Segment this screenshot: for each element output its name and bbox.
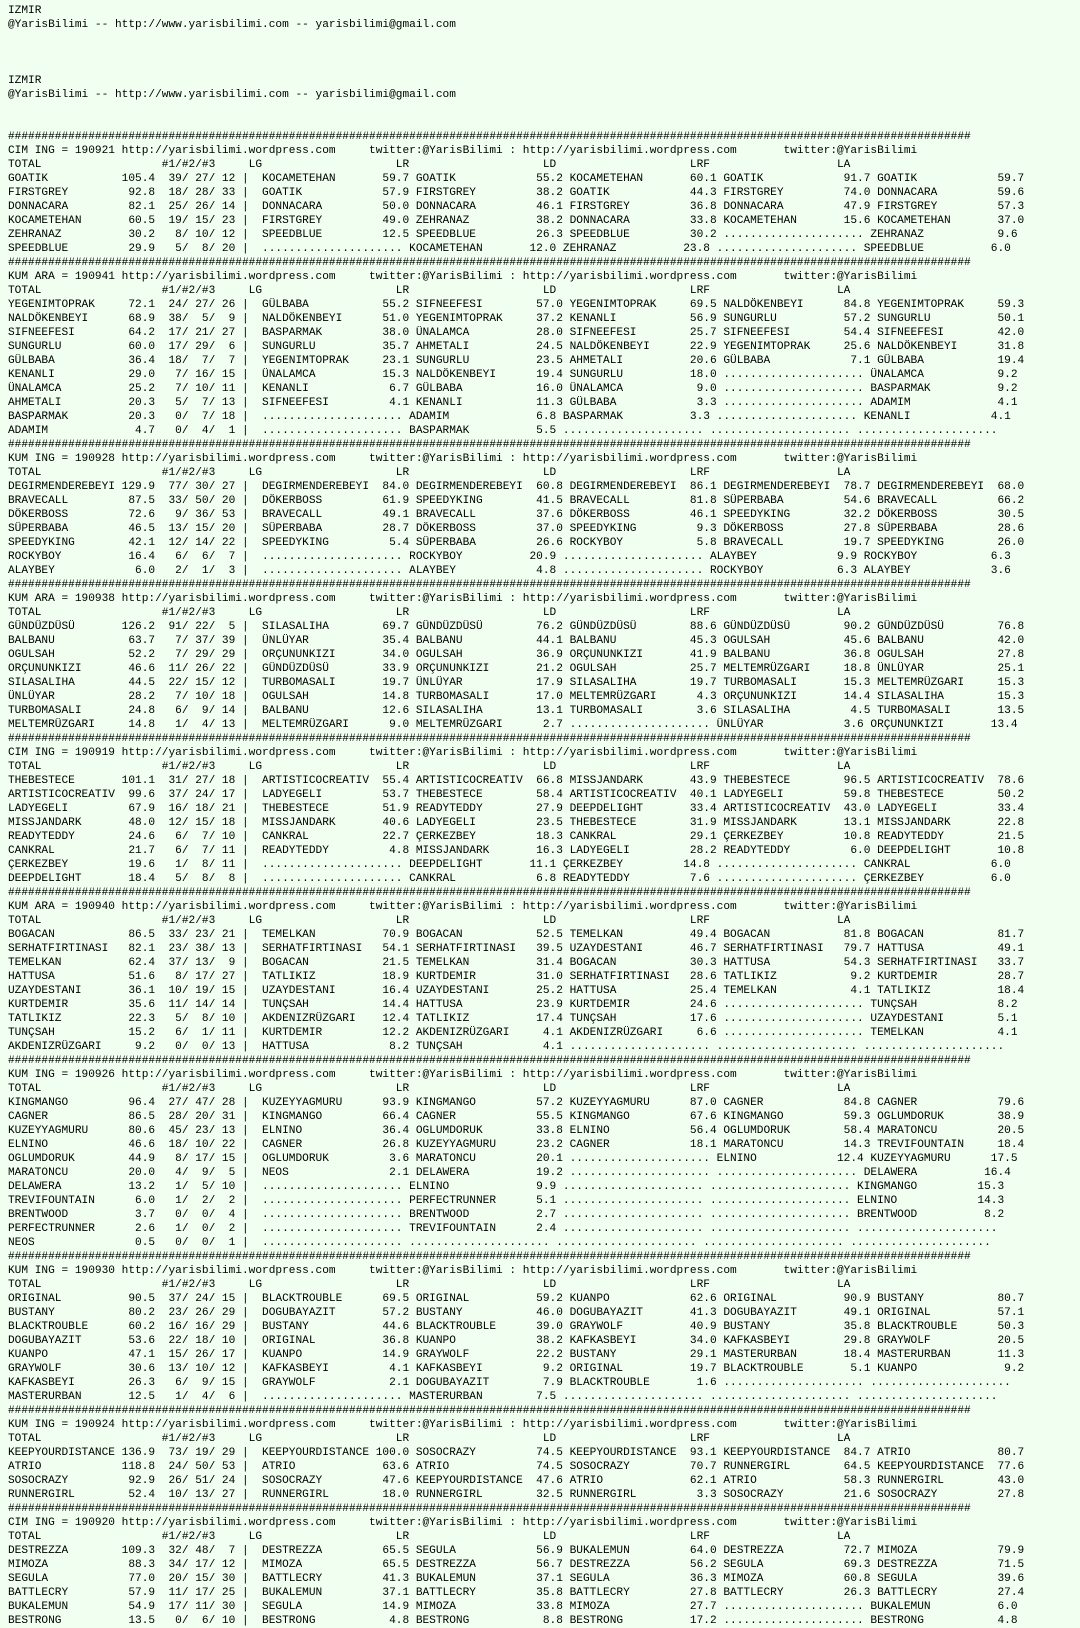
- blank-line: [8, 116, 1080, 130]
- race-header-line: KUM ING = 190926 http://yarisbilimi.wordpress.com twitter:@YarisBilimi : http://yarisbilimi.wordpress.com twitter:@YarisBilimi: [8, 1069, 918, 1081]
- column-header-line: TOTAL #1/#2/#3 LG LR LD LRF LA: [8, 1279, 851, 1291]
- horse-row: LADYEGELI 67.9 16/ 18/ 21 | THEBESTECE 51.9 READYTEDDY 27.9 DEEPDELIGHT 33.4 ARTISTICOCREATIV 43.0 LADYEGELI 33.4: [8, 803, 1025, 815]
- horse-row: BRAVECALL 87.5 33/ 50/ 20 | DÖKERBOSS 61.9 SPEEDYKING 41.5 BRAVECALL 81.8 SÜPERBABA 54.6 BRAVECALL 66.2: [8, 495, 1025, 507]
- city-title: IZMIR: [8, 75, 42, 87]
- separator-line: ################################################################################################################################################: [8, 1251, 971, 1263]
- horse-row: ADAMIM 4.7 0/ 4/ 1 | ..................... BASPARMAK 5.5 ..................... ..................... .....................: [8, 425, 998, 437]
- horse-row: NEOS 0.5 0/ 0/ 1 | ..................... ..................... ..................... ..................... .....................: [8, 1237, 991, 1249]
- horse-row: GÜNDÜZDÜSÜ 126.2 91/ 22/ 5 | SILASALIHA 69.7 GÜNDÜZDÜSÜ 76.2 GÜNDÜZDÜSÜ 88.6 GÜNDÜZDÜSÜ 90.2 GÜNDÜZDÜSÜ 76.8: [8, 621, 1025, 633]
- horse-row: CANKRAL 21.7 6/ 7/ 11 | READYTEDDY 4.8 MISSJANDARK 16.3 LADYEGELI 28.2 READYTEDDY 6.0 DEEPDELIGHT 10.8: [8, 845, 1025, 857]
- contact-line: @YarisBilimi -- http://www.yarisbilimi.com -- yarisbilimi@gmail.com: [8, 89, 456, 101]
- horse-row: MARATONCU 20.0 4/ 9/ 5 | NEOS 2.1 DELAWERA 19.2 ..................... ..................... DELAWERA 16.4: [8, 1167, 1011, 1179]
- blank-line: [8, 46, 1080, 60]
- horse-row: ROCKYBOY 16.4 6/ 6/ 7 | ..................... ROCKYBOY 20.9 ..................... ALAYBEY 9.9 ROCKYBOY 6.3: [8, 551, 1011, 563]
- race-header-line: CIM ING = 190920 http://yarisbilimi.wordpress.com twitter:@YarisBilimi : http://yarisbilimi.wordpress.com twitter:@YarisBilimi: [8, 1517, 918, 1529]
- race-header-line: KUM ING = 190924 http://yarisbilimi.wordpress.com twitter:@YarisBilimi : http://yarisbilimi.wordpress.com twitter:@YarisBilimi: [8, 1419, 918, 1431]
- horse-row: READYTEDDY 24.6 6/ 7/ 10 | CANKRAL 22.7 ÇERKEZBEY 18.3 CANKRAL 29.1 ÇERKEZBEY 10.8 READYTEDDY 21.5: [8, 831, 1025, 843]
- horse-row: BUKALEMUN 54.9 17/ 11/ 30 | SEGULA 14.9 MIMOZA 33.8 MIMOZA 27.7 ..................... BUKALEMUN 6.0: [8, 1601, 1018, 1613]
- column-header-line: TOTAL #1/#2/#3 LG LR LD LRF LA: [8, 1531, 851, 1543]
- horse-row: BUSTANY 80.2 23/ 26/ 29 | DOGUBAYAZIT 57.2 BUSTANY 46.0 DOGUBAYAZIT 41.3 DOGUBAYAZIT 49.1 ORIGINAL 57.1: [8, 1307, 1025, 1319]
- horse-row: SILASALIHA 44.5 22/ 15/ 12 | TURBOMASALI 19.7 ÜNLÜYAR 17.9 SILASALIHA 19.7 TURBOMASALI 15.3 MELTEMRÜZGARI 15.3: [8, 677, 1025, 689]
- blank-line: [8, 32, 1080, 46]
- separator-line: ################################################################################################################################################: [8, 439, 971, 451]
- horse-row: KUZEYYAGMURU 80.6 45/ 23/ 13 | ELNINO 36.4 OGLUMDORUK 33.8 ELNINO 56.4 OGLUMDORUK 58.4 MARATONCU 20.5: [8, 1125, 1025, 1137]
- blank-line: [8, 60, 1080, 74]
- horse-row: ÜNALAMCA 25.2 7/ 10/ 11 | KENANLI 6.7 GÜLBABA 16.0 ÜNALAMCA 9.0 ..................... BASPARMAK 9.2: [8, 383, 1018, 395]
- horse-row: AKDENIZRÜZGARI 9.2 0/ 0/ 13 | HATTUSA 8.2 TUNÇSAH 4.1 ..................... ..................... .....................: [8, 1041, 1005, 1053]
- horse-row: THEBESTECE 101.1 31/ 27/ 18 | ARTISTICOCREATIV 55.4 ARTISTICOCREATIV 66.8 MISSJANDARK 43.9 THEBESTECE 96.5 ARTISTICOCREATIV 78.6: [8, 775, 1025, 787]
- horse-row: SUNGURLU 60.0 17/ 29/ 6 | SUNGURLU 35.7 AHMETALI 24.5 NALDÖKENBEYI 22.9 YEGENIMTOPRAK 25.6 NALDÖKENBEYI 31.8: [8, 341, 1025, 353]
- horse-row: SOSOCRAZY 92.9 26/ 51/ 24 | SOSOCRAZY 47.6 KEEPYOURDISTANCE 47.6 ATRIO 62.1 ATRIO 58.3 RUNNERGIRL 43.0: [8, 1475, 1025, 1487]
- horse-row: GÜLBABA 36.4 18/ 7/ 7 | YEGENIMTOPRAK 23.1 SUNGURLU 23.5 AHMETALI 20.6 GÜLBABA 7.1 GÜLBABA 19.4: [8, 355, 1025, 367]
- race-header-line: KUM ING = 190930 http://yarisbilimi.wordpress.com twitter:@YarisBilimi : http://yarisbilimi.wordpress.com twitter:@YarisBilimi: [8, 1265, 918, 1277]
- horse-row: BESTRONG 13.5 0/ 6/ 10 | BESTRONG 4.8 BESTRONG 8.8 BESTRONG 17.2 ..................... BESTRONG 4.8: [8, 1615, 1018, 1627]
- horse-row: KURTDEMIR 35.6 11/ 14/ 14 | TUNÇSAH 14.4 HATTUSA 23.9 KURTDEMIR 24.6 ..................... TUNÇSAH 8.2: [8, 999, 1018, 1011]
- horse-row: GOATIK 105.4 39/ 27/ 12 | KOCAMETEHAN 59.7 GOATIK 55.2 KOCAMETEHAN 60.1 GOATIK 91.7 GOATIK 59.7: [8, 173, 1025, 185]
- column-header-line: TOTAL #1/#2/#3 LG LR LD LRF LA: [8, 607, 851, 619]
- horse-row: DELAWERA 13.2 1/ 5/ 10 | ..................... ELNINO 9.9 ..................... ..................... KINGMANGO 15.3: [8, 1181, 1005, 1193]
- horse-row: SPEEDYKING 42.1 12/ 14/ 22 | SPEEDYKING 5.4 SÜPERBABA 26.6 ROCKYBOY 5.8 BRAVECALL 19.7 SPEEDYKING 26.0: [8, 537, 1025, 549]
- horse-row: KEEPYOURDISTANCE 136.9 73/ 19/ 29 | KEEPYOURDISTANCE 100.0 SOSOCRAZY 74.5 KEEPYOURDISTANCE 93.1 KEEPYOURDISTANCE 84.7 ATRIO 80.7: [8, 1447, 1025, 1459]
- horse-row: TUNÇSAH 15.2 6/ 1/ 11 | KURTDEMIR 12.2 AKDENIZRÜZGARI 4.1 AKDENIZRÜZGARI 6.6 ..................... TEMELKAN 4.1: [8, 1027, 1018, 1039]
- horse-row: MELTEMRÜZGARI 14.8 1/ 4/ 13 | MELTEMRÜZGARI 9.0 MELTEMRÜZGARI 2.7 ..................... ÜNLÜYAR 3.6 ORÇUNUNKIZI 13.4: [8, 719, 1018, 731]
- horse-row: NALDÖKENBEYI 68.9 38/ 5/ 9 | NALDÖKENBEYI 51.0 YEGENIMTOPRAK 37.2 KENANLI 56.9 SUNGURLU 57.2 SUNGURLU 50.1: [8, 313, 1025, 325]
- horse-row: TATLIKIZ 22.3 5/ 8/ 10 | AKDENIZRÜZGARI 12.4 TATLIKIZ 17.4 TUNÇSAH 17.6 ..................... UZAYDESTANI 5.1: [8, 1013, 1018, 1025]
- horse-row: DÖKERBOSS 72.6 9/ 36/ 53 | BRAVECALL 49.1 BRAVECALL 37.6 DÖKERBOSS 46.1 SPEEDYKING 32.2 DÖKERBOSS 30.5: [8, 509, 1025, 521]
- separator-line: ################################################################################################################################################: [8, 887, 971, 899]
- horse-row: KOCAMETEHAN 60.5 19/ 15/ 23 | FIRSTGREY 49.0 ZEHRANAZ 38.2 DONNACARA 33.8 KOCAMETEHAN 15.6 KOCAMETEHAN 37.0: [8, 215, 1025, 227]
- horse-row: OGLUMDORUK 44.9 8/ 17/ 15 | OGLUMDORUK 3.6 MARATONCU 20.1 ..................... ELNINO 12.4 KUZEYYAGMURU 17.5: [8, 1153, 1018, 1165]
- horse-row: RUNNERGIRL 52.4 10/ 13/ 27 | RUNNERGIRL 18.0 RUNNERGIRL 32.5 RUNNERGIRL 3.3 SOSOCRAZY 21.6 SOSOCRAZY 27.8: [8, 1489, 1025, 1501]
- horse-row: UZAYDESTANI 36.1 10/ 19/ 15 | UZAYDESTANI 16.4 UZAYDESTANI 25.2 HATTUSA 25.4 TEMELKAN 4.1 TATLIKIZ 18.4: [8, 985, 1025, 997]
- separator-line: ################################################################################################################################################: [8, 1055, 971, 1067]
- horse-row: DEGIRMENDEREBEYI 129.9 77/ 30/ 27 | DEGIRMENDEREBEYI 84.0 DEGIRMENDEREBEYI 60.8 DEGIRMENDEREBEYI 86.1 DEGIRMENDEREBEYI 78.7 DEGIRMENDEREBEYI 68.0: [8, 481, 1025, 493]
- race-header-line: CIM ING = 190919 http://yarisbilimi.wordpress.com twitter:@YarisBilimi : http://yarisbilimi.wordpress.com twitter:@YarisBilimi: [8, 747, 918, 759]
- separator-line: ################################################################################################################################################: [8, 1405, 971, 1417]
- race-header-line: CIM ING = 190921 http://yarisbilimi.wordpress.com twitter:@YarisBilimi : http://yarisbilimi.wordpress.com twitter:@YarisBilimi: [8, 145, 918, 157]
- column-header-line: TOTAL #1/#2/#3 LG LR LD LRF LA: [8, 1433, 851, 1445]
- horse-row: PERFECTRUNNER 2.6 1/ 0/ 2 | ..................... TREVIFOUNTAIN 2.4 ..................... ..................... .....................: [8, 1223, 998, 1235]
- horse-row: ZEHRANAZ 30.2 8/ 10/ 12 | SPEEDBLUE 12.5 SPEEDBLUE 26.3 SPEEDBLUE 30.2 ..................... ZEHRANAZ 9.6: [8, 229, 1018, 241]
- horse-row: GRAYWOLF 30.6 13/ 10/ 12 | KAFKASBEYI 4.1 KAFKASBEYI 9.2 ORIGINAL 19.7 BLACKTROUBLE 5.1 KUANPO 9.2: [8, 1363, 1025, 1375]
- horse-row: BOGACAN 86.5 33/ 23/ 21 | TEMELKAN 70.9 BOGACAN 52.5 TEMELKAN 49.4 BOGACAN 81.8 BOGACAN 81.7: [8, 929, 1025, 941]
- horse-row: KENANLI 29.0 7/ 16/ 15 | ÜNALAMCA 15.3 NALDÖKENBEYI 19.4 SUNGURLU 18.0 ..................... ÜNALAMCA 9.2: [8, 369, 1018, 381]
- horse-row: OGULSAH 52.2 7/ 29/ 29 | ORÇUNUNKIZI 34.0 OGULSAH 36.9 ORÇUNUNKIZI 41.9 BALBANU 36.8 OGULSAH 27.8: [8, 649, 1025, 661]
- horse-row: SEGULA 77.0 20/ 15/ 30 | BATTLECRY 41.3 BUKALEMUN 37.1 SEGULA 36.3 MIMOZA 60.8 SEGULA 39.6: [8, 1573, 1025, 1585]
- horse-row: CAGNER 86.5 28/ 20/ 31 | KINGMANGO 66.4 CAGNER 55.5 KINGMANGO 67.6 KINGMANGO 59.3 OGLUMDORUK 38.9: [8, 1111, 1025, 1123]
- horse-row: DEEPDELIGHT 18.4 5/ 8/ 8 | ..................... CANKRAL 6.8 READYTEDDY 7.6 ..................... ÇERKEZBEY 6.0: [8, 873, 1011, 885]
- separator-line: ################################################################################################################################################: [8, 257, 971, 269]
- city-title: IZMIR: [8, 5, 42, 17]
- blank-line: [8, 102, 1080, 116]
- horse-row: SERHATFIRTINASI 82.1 23/ 38/ 13 | SERHATFIRTINASI 54.1 SERHATFIRTINASI 39.5 UZAYDESTANI 46.7 SERHATFIRTINASI 79.7 HATTUSA 49.1: [8, 943, 1025, 955]
- horse-row: DONNACARA 82.1 25/ 26/ 14 | DONNACARA 50.0 DONNACARA 46.1 FIRSTGREY 36.8 DONNACARA 47.9 FIRSTGREY 57.3: [8, 201, 1025, 213]
- separator-line: ################################################################################################################################################: [8, 579, 971, 591]
- separator-line: ################################################################################################################################################: [8, 733, 971, 745]
- horse-row: BASPARMAK 20.3 0/ 7/ 18 | ..................... ADAMIM 6.8 BASPARMAK 3.3 ..................... KENANLI 4.1: [8, 411, 1011, 423]
- horse-row: BALBANU 63.7 7/ 37/ 39 | ÜNLÜYAR 35.4 BALBANU 44.1 BALBANU 45.3 OGULSAH 45.6 BALBANU 42.0: [8, 635, 1025, 647]
- horse-row: BATTLECRY 57.9 11/ 17/ 25 | BUKALEMUN 37.1 BATTLECRY 35.8 BATTLECRY 27.8 BATTLECRY 26.3 BATTLECRY 27.4: [8, 1587, 1025, 1599]
- contact-line: @YarisBilimi -- http://www.yarisbilimi.com -- yarisbilimi@gmail.com: [8, 19, 456, 31]
- horse-row: DOGUBAYAZIT 53.6 22/ 18/ 10 | ORIGINAL 36.8 KUANPO 38.2 KAFKASBEYI 34.0 KAFKASBEYI 29.8 GRAYWOLF 20.5: [8, 1335, 1025, 1347]
- horse-row: ALAYBEY 6.0 2/ 1/ 3 | ..................... ALAYBEY 4.8 ..................... ROCKYBOY 6.3 ALAYBEY 3.6: [8, 565, 1011, 577]
- separator-line: ################################################################################################################################################: [8, 1503, 971, 1515]
- separator-line: ################################################################################################################################################: [8, 131, 971, 143]
- column-header-line: TOTAL #1/#2/#3 LG LR LD LRF LA: [8, 1083, 851, 1095]
- column-header-line: TOTAL #1/#2/#3 LG LR LD LRF LA: [8, 159, 851, 171]
- horse-row: SÜPERBABA 46.5 13/ 15/ 20 | SÜPERBABA 28.7 DÖKERBOSS 37.0 SPEEDYKING 9.3 DÖKERBOSS 27.8 SÜPERBABA 28.6: [8, 523, 1025, 535]
- horse-row: ARTISTICOCREATIV 99.6 37/ 24/ 17 | LADYEGELI 53.7 THEBESTECE 58.4 ARTISTICOCREATIV 40.1 LADYEGELI 59.8 THEBESTECE 50.2: [8, 789, 1025, 801]
- horse-row: KAFKASBEYI 26.3 6/ 9/ 15 | GRAYWOLF 2.1 DOGUBAYAZIT 7.9 BLACKTROUBLE 1.6 ..................... .....................: [8, 1377, 1011, 1389]
- horse-row: AHMETALI 20.3 5/ 7/ 13 | SIFNEEFESI 4.1 KENANLI 11.3 GÜLBABA 3.3 ..................... ADAMIM 4.1: [8, 397, 1018, 409]
- horse-row: MASTERURBAN 12.5 1/ 4/ 6 | ..................... MASTERURBAN 7.5 ..................... ..................... .....................: [8, 1391, 998, 1403]
- horse-row: TURBOMASALI 24.8 6/ 9/ 14 | BALBANU 12.6 SILASALIHA 13.1 TURBOMASALI 3.6 SILASALIHA 4.5 TURBOMASALI 13.5: [8, 705, 1025, 717]
- horse-row: SIFNEEFESI 64.2 17/ 21/ 27 | BASPARMAK 38.0 ÜNALAMCA 28.0 SIFNEEFESI 25.7 SIFNEEFESI 54.4 SIFNEEFESI 42.0: [8, 327, 1025, 339]
- horse-row: BRENTWOOD 3.7 0/ 0/ 4 | ..................... BRENTWOOD 2.7 ..................... ..................... BRENTWOOD 8.2: [8, 1209, 1005, 1221]
- race-header-line: KUM ING = 190928 http://yarisbilimi.wordpress.com twitter:@YarisBilimi : http://yarisbilimi.wordpress.com twitter:@YarisBilimi: [8, 453, 918, 465]
- horse-row: HATTUSA 51.6 8/ 17/ 27 | TATLIKIZ 18.9 KURTDEMIR 31.0 SERHATFIRTINASI 28.6 TATLIKIZ 9.2 KURTDEMIR 28.7: [8, 971, 1025, 983]
- horse-row: ORIGINAL 90.5 37/ 24/ 15 | BLACKTROUBLE 69.5 ORIGINAL 59.2 KUANPO 62.6 ORIGINAL 90.9 BUSTANY 80.7: [8, 1293, 1025, 1305]
- horse-row: YEGENIMTOPRAK 72.1 24/ 27/ 26 | GÜLBABA 55.2 SIFNEEFESI 57.0 YEGENIMTOPRAK 69.5 NALDÖKENBEYI 84.8 YEGENIMTOPRAK 59.3: [8, 299, 1025, 311]
- horse-row: KINGMANGO 96.4 27/ 47/ 28 | KUZEYYAGMURU 93.9 KINGMANGO 57.2 KUZEYYAGMURU 87.0 CAGNER 84.8 CAGNER 79.6: [8, 1097, 1025, 1109]
- horse-row: FIRSTGREY 92.8 18/ 28/ 33 | GOATIK 57.9 FIRSTGREY 38.2 GOATIK 44.3 FIRSTGREY 74.0 DONNACARA 59.6: [8, 187, 1025, 199]
- column-header-line: TOTAL #1/#2/#3 LG LR LD LRF LA: [8, 467, 851, 479]
- horse-row: MISSJANDARK 48.0 12/ 15/ 18 | MISSJANDARK 40.6 LADYEGELI 23.5 THEBESTECE 31.9 MISSJANDARK 13.1 MISSJANDARK 22.8: [8, 817, 1025, 829]
- horse-row: ELNINO 46.6 18/ 10/ 22 | CAGNER 26.8 KUZEYYAGMURU 23.2 CAGNER 18.1 MARATONCU 14.3 TREVIFOUNTAIN 18.4: [8, 1139, 1025, 1151]
- race-header-line: KUM ARA = 190938 http://yarisbilimi.wordpress.com twitter:@YarisBilimi : http://yarisbilimi.wordpress.com twitter:@YarisBilimi: [8, 593, 918, 605]
- horse-row: MIMOZA 88.3 34/ 17/ 12 | MIMOZA 65.5 DESTREZZA 56.7 DESTREZZA 56.2 SEGULA 69.3 DESTREZZA 71.5: [8, 1559, 1025, 1571]
- race-header-line: KUM ARA = 190940 http://yarisbilimi.wordpress.com twitter:@YarisBilimi : http://yarisbilimi.wordpress.com twitter:@YarisBilimi: [8, 901, 918, 913]
- column-header-line: TOTAL #1/#2/#3 LG LR LD LRF LA: [8, 915, 851, 927]
- horse-row: TREVIFOUNTAIN 6.0 1/ 2/ 2 | ..................... PERFECTRUNNER 5.1 ..................... ..................... ELNINO 14.3: [8, 1195, 1005, 1207]
- horse-row: TEMELKAN 62.4 37/ 13/ 9 | BOGACAN 21.5 TEMELKAN 31.4 BOGACAN 30.3 HATTUSA 54.3 SERHATFIRTINASI 33.7: [8, 957, 1025, 969]
- horse-row: SPEEDBLUE 29.9 5/ 8/ 20 | ..................... KOCAMETEHAN 12.0 ZEHRANAZ 23.8 ..................... SPEEDBLUE 6.0: [8, 243, 1011, 255]
- column-header-line: TOTAL #1/#2/#3 LG LR LD LRF LA: [8, 761, 851, 773]
- horse-row: ORÇUNUNKIZI 46.6 11/ 26/ 22 | GÜNDÜZDÜSÜ 33.9 ORÇUNUNKIZI 21.2 OGULSAH 25.7 MELTEMRÜZGARI 18.8 ÜNLÜYAR 25.1: [8, 663, 1025, 675]
- horse-row: DESTREZZA 109.3 32/ 48/ 7 | DESTREZZA 65.5 SEGULA 56.9 BUKALEMUN 64.0 DESTREZZA 72.7 MIMOZA 79.9: [8, 1545, 1025, 1557]
- horse-row: ÜNLÜYAR 28.2 7/ 10/ 18 | OGULSAH 14.8 TURBOMASALI 17.0 MELTEMRÜZGARI 4.3 ORÇUNUNKIZI 14.4 SILASALIHA 15.3: [8, 691, 1025, 703]
- horse-row: BLACKTROUBLE 60.2 16/ 16/ 29 | BUSTANY 44.6 BLACKTROUBLE 39.0 GRAYWOLF 40.9 BUSTANY 35.8 BLACKTROUBLE 50.3: [8, 1321, 1025, 1333]
- column-header-line: TOTAL #1/#2/#3 LG LR LD LRF LA: [8, 285, 851, 297]
- race-header-line: KUM ARA = 190941 http://yarisbilimi.wordpress.com twitter:@YarisBilimi : http://yarisbilimi.wordpress.com twitter:@YarisBilimi: [8, 271, 918, 283]
- horse-row: ÇERKEZBEY 19.6 1/ 8/ 11 | ..................... DEEPDELIGHT 11.1 ÇERKEZBEY 14.8 ..................... CANKRAL 6.0: [8, 859, 1011, 871]
- horse-row: KUANPO 47.1 15/ 26/ 17 | KUANPO 14.9 GRAYWOLF 22.2 BUSTANY 29.1 MASTERURBAN 18.4 MASTERURBAN 11.3: [8, 1349, 1025, 1361]
- horse-row: ATRIO 118.8 24/ 50/ 53 | ATRIO 63.6 ATRIO 74.5 SOSOCRAZY 70.7 RUNNERGIRL 64.5 KEEPYOURDISTANCE 77.6: [8, 1461, 1025, 1473]
